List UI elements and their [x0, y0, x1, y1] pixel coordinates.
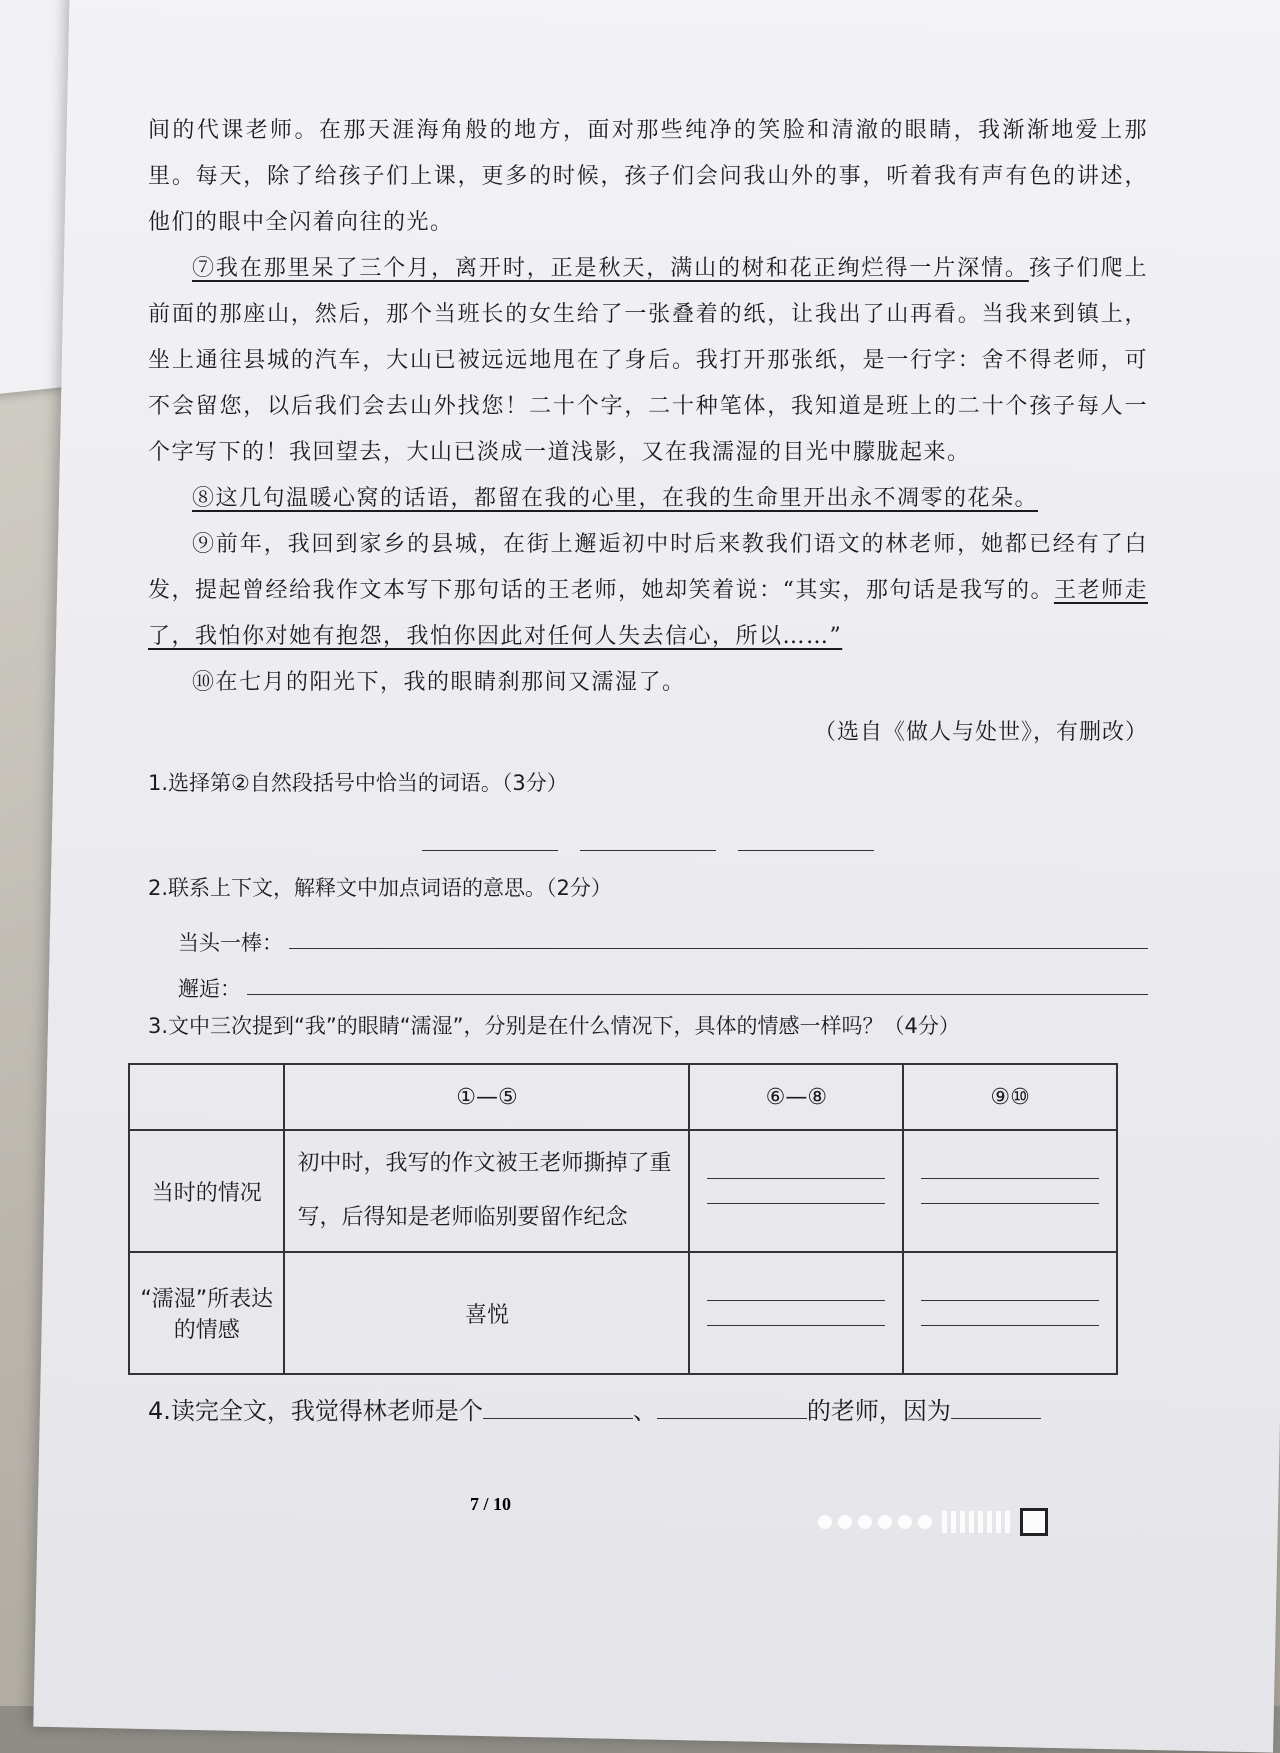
row-label-situation: 当时的情况 — [129, 1130, 284, 1252]
paragraph-9 — [148, 522, 1148, 660]
paragraph-6-tail: 间的代课老师。在那天涯海角般的地方，面对那些纯净的笑脸和清澈的眼睛，我渐渐地爱上那里。每天，除了给孩子们上课，更多的时候，孩子们会问我山外的事，听着我有声有色的讲述，他们的眼中全闪着向往的光。 — [148, 118, 1148, 235]
table-row-emotion — [129, 1252, 1117, 1374]
table-header-empty — [129, 1064, 284, 1130]
row-label-emotion: “濡湿”所表达的情感 — [129, 1252, 284, 1374]
question-4-blank-3[interactable] — [951, 1394, 1041, 1419]
question-1: 1.选择第②自然段括号中恰当的词语。（3分） — [148, 771, 568, 795]
question-1-blanks — [148, 820, 1148, 851]
answer-blank-1[interactable] — [422, 820, 558, 851]
watermark-dots-icon — [818, 1515, 932, 1529]
question-4-text-a: 4.读完全文，我觉得林老师是个 — [148, 1397, 483, 1425]
cell-situation-6-8[interactable] — [689, 1130, 903, 1252]
paragraph-10: ⑩在七月的阳光下，我的眼睛刹那间又濡湿了。 — [192, 670, 686, 695]
term-label-1: 当头一棒： — [178, 931, 283, 955]
answer-line-2[interactable] — [247, 994, 1148, 995]
paragraph-7-rest: 孩子们爬上前面的那座山，然后，那个当班长的女生给了一张叠着的纸，让我出了山再看。当我来到镇上，坐上通往县城的汽车，大山已被远远地甩在了身后。我打开那张纸，是一行字：舍不得老师，可不会留您，以后我们会去山外找您！二十个字，二十种笔体，我知道是班上的二十个孩子每人一个字写下的！我回望去，大山已淡成一道浅影，又在我濡湿的目光中朦胧起来。 — [148, 256, 1148, 465]
cell-situation-1-5: 初中时，我写的作文被王老师撕掉了重写，后得知是老师临别要留作纪念 — [284, 1130, 689, 1252]
underlined-sentence-9: 王老师走了，我怕你对她有抱怨，我怕你因此对任何人失去信心，所以……” — [148, 578, 1148, 649]
table-header-6-8: ⑥—⑧ — [689, 1064, 903, 1130]
paragraph-9-text: ⑨前年，我回到家乡的县城，在街上邂逅初中时后来教我们语文的林老师，她都已经有了白发，提起曾经给我作文本写下那句话的王老师，她却笑着说：“其实，那句话是我写的。 — [148, 532, 1148, 603]
page-number: 7 / 10 — [470, 1494, 512, 1514]
question-2: 2.联系上下文，解释文中加点词语的意思。（2分） — [148, 876, 612, 900]
cell-situation-9-10[interactable] — [903, 1130, 1117, 1252]
table-header-row — [129, 1064, 1117, 1130]
answer-blank-3[interactable] — [738, 820, 874, 851]
paragraph-7 — [148, 246, 1148, 476]
watermark-square-icon — [1020, 1508, 1048, 1536]
cell-emotion-6-8[interactable] — [689, 1252, 903, 1374]
question-2-item-2 — [178, 957, 1148, 1003]
cell-emotion-9-10[interactable] — [903, 1252, 1117, 1374]
question-4-blank-1[interactable] — [483, 1394, 633, 1419]
question-4 — [148, 1391, 1148, 1426]
source-citation: （选自《做人与处世》，有删改） — [813, 720, 1148, 745]
answer-blank-2[interactable] — [580, 820, 716, 851]
underlined-sentence-8: ⑧这几句温暖心窝的话语，都留在我的心里，在我的生命里开出永不凋零的花朵。 — [192, 486, 1039, 511]
question-4-text-b: 的老师，因为 — [806, 1397, 951, 1425]
question-3: 3.文中三次提到“我”的眼睛“濡湿”，分别是在什么情况下，具体的情感一样吗？（4分） — [148, 1014, 960, 1038]
question-4-blank-2[interactable] — [657, 1394, 807, 1419]
table-row-situation — [129, 1130, 1117, 1252]
term-label-2: 邂逅： — [178, 977, 241, 1001]
paragraph-8 — [148, 476, 1148, 522]
table-header-9-10: ⑨⑩ — [903, 1064, 1117, 1130]
watermark-bars-icon — [942, 1511, 1010, 1533]
question-4-separator: 、 — [632, 1397, 657, 1425]
underlined-sentence-7: ⑦我在那里呆了三个月，离开时，正是秋天，满山的树和花正绚烂得一片深情。 — [192, 256, 1029, 281]
page-content — [140, 108, 1148, 1426]
table-header-1-5: ①—⑤ — [284, 1064, 689, 1130]
answer-table — [128, 1063, 1118, 1375]
question-2-item-1 — [178, 911, 1148, 957]
watermark-logo — [818, 1508, 1048, 1536]
cell-emotion-1-5: 喜悦 — [284, 1252, 689, 1374]
answer-line-1[interactable] — [289, 948, 1148, 949]
